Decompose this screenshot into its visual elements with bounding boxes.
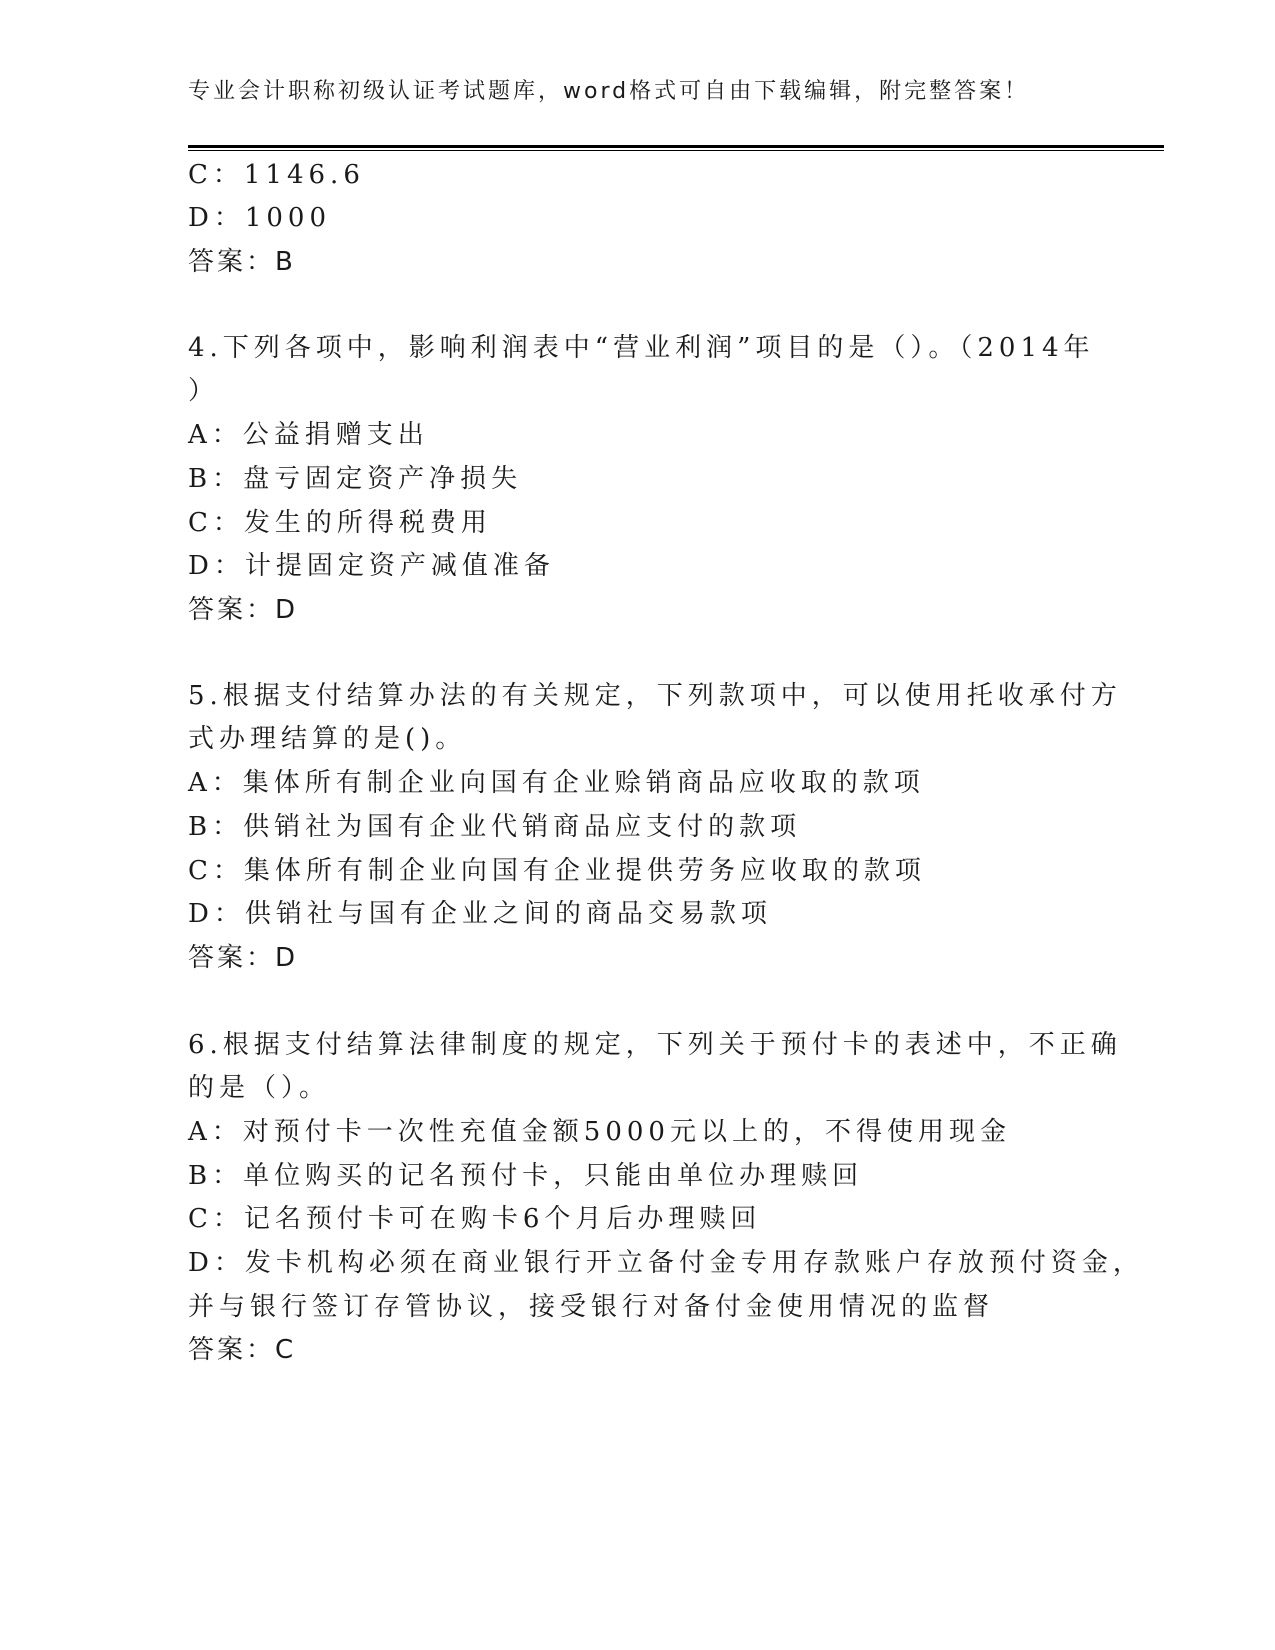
q3-option-c: C：1146.6 xyxy=(188,160,365,190)
q6-option-b: B：单位购买的记名预付卡，只能由单位办理赎回 xyxy=(188,1161,864,1191)
header-rule-thick xyxy=(188,145,1164,148)
q6-option-d-line1: D：发卡机构必须在商业银行开立备付金专用存款账户存放预付资金， xyxy=(188,1248,1144,1278)
q3-option-d: D：1000 xyxy=(188,203,332,233)
q4-option-c: C：发生的所得税费用 xyxy=(188,508,492,538)
q6-option-c: C：记名预付卡可在购卡6个月后办理赎回 xyxy=(188,1204,762,1234)
q5-stem-line2: 式办理结算的是()。 xyxy=(188,724,467,754)
q5-option-c: C：集体所有制企业向国有企业提供劳务应收取的款项 xyxy=(188,856,926,886)
q5-option-a: A：集体所有制企业向国有企业赊销商品应收取的款项 xyxy=(188,768,925,798)
q6-option-a: A：对预付卡一次性充值金额5000元以上的，不得使用现金 xyxy=(188,1117,1011,1147)
q3-answer: 答案：B xyxy=(188,247,296,277)
q4-option-b: B：盘亏固定资产净损失 xyxy=(188,464,523,494)
q6-option-d-line2: 并与银行签订存管协议，接受银行对备付金使用情况的监督 xyxy=(188,1292,995,1322)
q4-stem-line2: ） xyxy=(188,376,220,406)
q5-option-b: B：供销社为国有企业代销商品应支付的款项 xyxy=(188,812,802,842)
q4-option-a: A：公益捐赠支出 xyxy=(188,420,429,450)
q4-stem-line1: 4.下列各项中，影响利润表中“营业利润”项目的是（）。（2014年 xyxy=(188,333,1095,363)
q5-answer: 答案：D xyxy=(188,943,299,973)
q4-answer: 答案：D xyxy=(188,595,299,625)
q4-option-d: D：计提固定资产减值准备 xyxy=(188,551,555,581)
page-header: 专业会计职称初级认证考试题库，word格式可自由下载编辑，附完整答案！ xyxy=(188,79,1030,104)
q6-stem-line2: 的是（）。 xyxy=(188,1073,331,1103)
q5-option-d: D：供销社与国有企业之间的商品交易款项 xyxy=(188,899,772,929)
q6-answer: 答案：C xyxy=(188,1335,297,1365)
q5-stem-line1: 5.根据支付结算办法的有关规定，下列款项中，可以使用托收承付方 xyxy=(188,681,1122,711)
q6-stem-line1: 6.根据支付结算法律制度的规定，下列关于预付卡的表述中，不正确 xyxy=(188,1030,1122,1060)
header-rule-thin xyxy=(188,150,1164,151)
